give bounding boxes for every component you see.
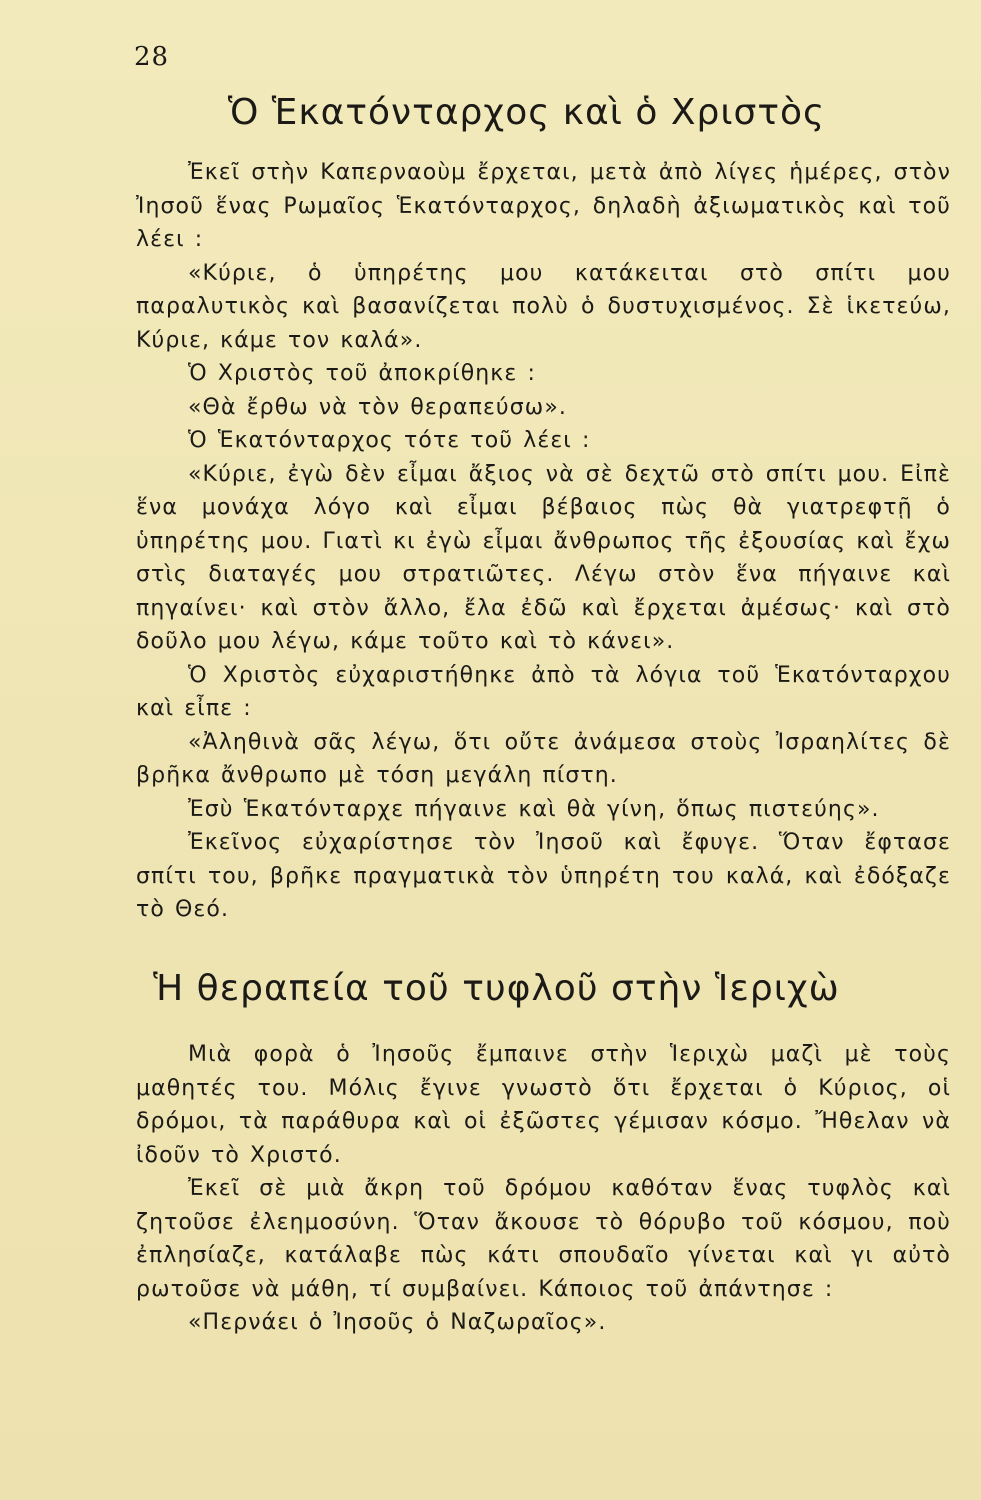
- paragraph: «Θὰ ἔρθω νὰ τὸν θεραπεύσω».: [188, 394, 567, 420]
- paragraph: «Ἀληθινὰ σᾶς λέγω, ὅτι οὔτε ἀνάμεσα στοὺς Ἰσραηλίτες δὲ βρῆκα ἄνθρωπο μὲ τόση μεγάλη πίστη.: [136, 729, 951, 788]
- paragraph: «Περνάει ὁ Ἰησοῦς ὁ Ναζωραῖος».: [188, 1310, 607, 1335]
- section-title-centurion: Ὁ Ἑκατόνταρχος καὶ ὁ Χριστὸς: [227, 92, 826, 133]
- paragraph: Μιὰ φορὰ ὁ Ἰησοῦς ἔμπαινε στὴν Ἱεριχὼ μαζὶ μὲ τοὺς μαθητές του. Μόλις ἔγινε γνωστὸ ὅτι ἔρχεται ὁ Κύριος, οἱ δρόμοι, τὰ παράθυρα καὶ οἱ ἐξῶστες γέμισαν κόσμο. Ἤθελαν νὰ ἰδοῦν τὸ Χριστό.: [136, 1042, 951, 1168]
- paragraph: Ὁ Χριστὸς εὐχαριστήθηκε ἀπὸ τὰ λόγια τοῦ Ἑκατόνταρχου καὶ εἶπε :: [136, 662, 951, 721]
- paragraph: Ἐκεῖ σὲ μιὰ ἄκρη τοῦ δρόμου καθόταν ἕνας τυφλὸς καὶ ζητοῦσε ἐλεημοσύνη. Ὅταν ἄκουσε τὸ θόρυβο τοῦ κόσμου, ποὺ ἐπλησίαζε, κατάλαβε πὼς κάτι σπουδαῖο γίνεται καὶ γι αὐτὸ ρωτοῦσε νὰ μάθη, τί συμβαίνει. Κάποιος τοῦ ἀπάντησε :: [136, 1176, 951, 1302]
- paragraph: Ἐκεῖ στὴν Καπερναοὺμ ἔρχεται, μετὰ ἀπὸ λίγες ἡμέρες, στὸν Ἰησοῦ ἕνας Ρωμαῖος Ἑκατόνταρχος, δηλαδὴ ἀξιωματικὸς καὶ τοῦ λέει :: [136, 160, 951, 252]
- paragraph: «Κύριε, ὁ ὑπηρέτης μου κατάκειται στὸ σπίτι μου παραλυτικὸς καὶ βασανίζεται πολὺ ὁ δυστυχισμένος. Σὲ ἱκετεύω, Κύριε, κάμε τον καλά».: [136, 260, 951, 353]
- page-number: 28: [134, 42, 170, 72]
- section-blind-man-text: [136, 1038, 951, 1340]
- section-centurion-text: [136, 156, 951, 927]
- paragraph: «Κύριε, ἐγὼ δὲν εἶμαι ἄξιος νὰ σὲ δεχτῶ στὸ σπίτι μου. Εἰπὲ ἕνα μονάχα λόγο καὶ εἶμαι βέβαιος πὼς θὰ γιατρεφτῇ ὁ ὑπηρέτης μου. Γιατὶ κι ἐγὼ εἶμαι ἄνθρωπος τῆς ἐξουσίας καὶ ἔχω στὶς διαταγές μου στρατιῶτες. Λέγω στὸν ἕνα πήγαινε καὶ πηγαίνει· καὶ στὸν ἄλλο, ἔλα ἐδῶ καὶ ἔρχεται ἀμέσως· καὶ στὸ δοῦλο μου λέγω, κάμε τοῦτο καὶ τὸ κάνει».: [136, 461, 951, 654]
- paragraph: Ὁ Ἑκατόνταρχος τότε τοῦ λέει :: [188, 428, 591, 453]
- paragraph: Ὁ Χριστὸς τοῦ ἀποκρίθηκε :: [188, 361, 536, 386]
- section-title-blind-man: Ἡ θεραπεία τοῦ τυφλοῦ στὴν Ἱεριχὼ: [153, 968, 840, 1009]
- paragraph: Ἐκεῖνος εὐχαρίστησε τὸν Ἰησοῦ καὶ ἔφυγε. Ὅταν ἔφτασε σπίτι του, βρῆκε πραγματικὰ τὸν ὑπηρέτη του καλά, καὶ ἐδόξαζε τὸ Θεό.: [136, 830, 951, 922]
- paragraph: Ἐσὺ Ἑκατόνταρχε πήγαινε καὶ θὰ γίνη, ὅπως πιστεύης».: [188, 796, 880, 822]
